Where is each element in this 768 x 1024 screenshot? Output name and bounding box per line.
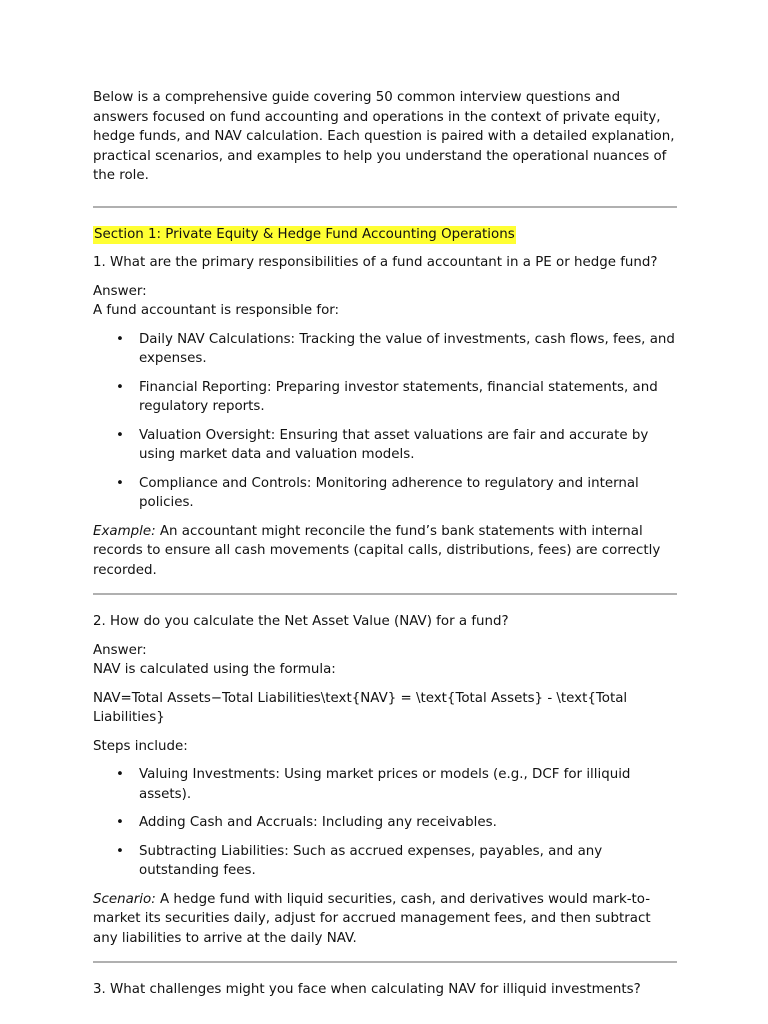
answer-intro: A fund accountant is responsible for:: [93, 303, 340, 318]
question-1: 1. What are the primary responsibilities of a fund accountant in a PE or hedge fund?: [93, 255, 658, 270]
section-heading-wrap: [93, 225, 677, 245]
list-item-text: Financial Reporting: Preparing investor statements, financial statements, and regulatory reports.: [139, 379, 658, 414]
answer-1-bullet-list: [93, 330, 677, 513]
horizontal-rule: [93, 961, 677, 963]
section-heading-highlighted: Section 1: Private Equity & Hedge Fund Accounting Operations: [94, 226, 515, 242]
horizontal-rule: [93, 206, 677, 208]
list-item: [93, 330, 677, 369]
scenario-text: A hedge fund with liquid securities, cash, and derivatives would mark-to-market its securities daily, adjust for accrued management fees, and then subtract any liabilities to arrive at the daily NAV.: [93, 891, 651, 946]
nav-formula: NAV=Total Assets−Total Liabilities\text{NAV} = \text{Total Assets} - \text{Total Liabilities}: [93, 690, 628, 725]
list-item-text: Compliance and Controls: Monitoring adherence to regulatory and internal policies.: [139, 475, 639, 510]
list-item: [93, 842, 677, 881]
list-item: [93, 765, 677, 804]
steps-label: Steps include:: [93, 738, 188, 754]
answer-2-block: [93, 641, 677, 680]
answer-label: Answer:: [93, 642, 147, 658]
answer-1-block: [93, 282, 677, 321]
list-item: [93, 813, 677, 833]
list-item-text: Valuation Oversight: Ensuring that asset valuations are fair and accurate by using market data and valuation models.: [139, 427, 649, 462]
bullet-icon: •: [116, 427, 124, 443]
question-3: 3. What challenges might you face when calculating NAV for illiquid investments?: [93, 982, 641, 997]
bullet-icon: •: [116, 475, 124, 491]
intro-paragraph: Below is a comprehensive guide covering 50 common interview questions and answers focused on fund accounting and operations in the context of private equity, hedge funds, and NAV calculation. Each question is paired with a detailed explanation, practical scenarios, and examples to help you understand the operational nuances of the role.: [93, 90, 675, 183]
scenario-label: Scenario:: [93, 891, 156, 907]
list-item-text: Subtracting Liabilities: Such as accrued expenses, payables, and any outstanding fees.: [139, 843, 603, 878]
bullet-icon: •: [116, 815, 124, 830]
bullet-icon: •: [116, 843, 124, 859]
answer-2-bullet-list: [93, 765, 677, 881]
question-2: 2. How do you calculate the Net Asset Value (NAV) for a fund?: [93, 614, 509, 629]
document-page: [93, 88, 677, 1009]
example-paragraph: [93, 522, 677, 581]
scenario-paragraph: [93, 890, 677, 949]
bullet-icon: •: [116, 379, 124, 395]
example-label: Example:: [93, 523, 156, 539]
list-item-text: Adding Cash and Accruals: Including any receivables.: [139, 815, 497, 830]
bullet-icon: •: [116, 331, 124, 347]
answer-intro: NAV is calculated using the formula:: [93, 662, 336, 677]
list-item: [93, 474, 677, 513]
answer-label: Answer:: [93, 283, 147, 299]
list-item-text: Daily NAV Calculations: Tracking the value of investments, cash flows, fees, and expenses.: [139, 331, 675, 366]
list-item-text: Valuing Investments: Using market prices or models (e.g., DCF for illiquid assets).: [139, 767, 631, 802]
list-item: [93, 378, 677, 417]
bullet-icon: •: [116, 767, 124, 782]
list-item: [93, 426, 677, 465]
example-text: An accountant might reconcile the fund’s bank statements with internal records to ensure all cash movements (capital calls, distributions, fees) are correctly recorded.: [93, 523, 661, 578]
horizontal-rule: [93, 593, 677, 595]
